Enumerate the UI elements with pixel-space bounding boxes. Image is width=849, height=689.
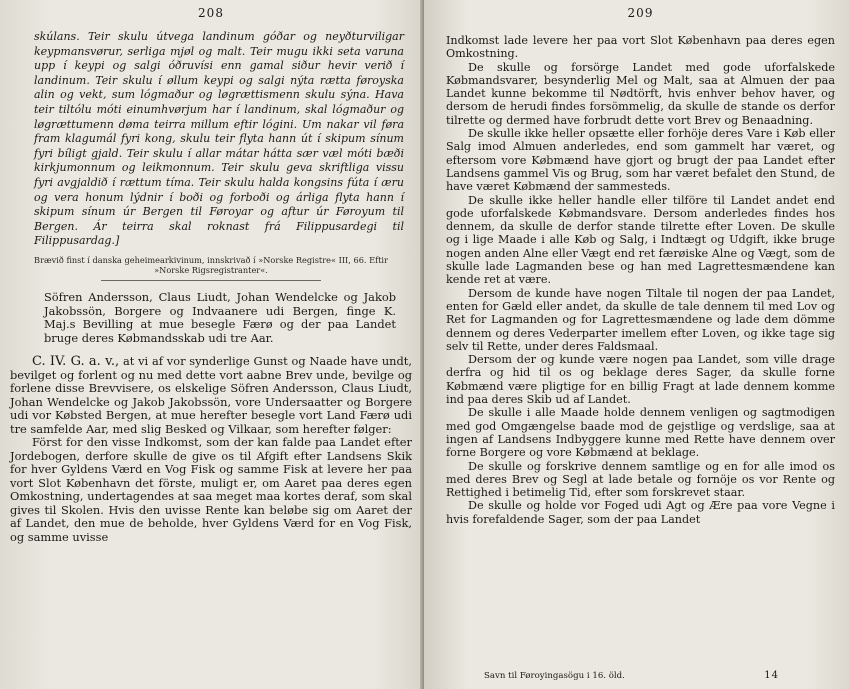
document-heading-paragraph: Söfren Andersson, Claus Liudt, Johan Wendelcke og Jakob Jakobssön, Borgere og Indvaanere udi Bergen, finge K. Maj.s Bevilling at mue besegle Færø og der paa Landet bruge deres Købmandsskab udi tre Aar. [44,289,396,345]
footer-signature-mark: 14 [764,670,779,681]
right-paragraph: Indkomst lade levere her paa vort Slot København paa deres egen Omkostning. [446,34,835,61]
right-paragraph: Dersom de kunde have nogen Tiltale til nogen der paa Landet, enten for Gæld eller andet, da skulle de tale dennem til med Lov og Ret for Lagmanden og for Lagrettesmændene og lade dem dömme dennem og deres Vederparter imellem efter Loven, og ikke tage sig selv til Rette, under deres Faldsmaal. [446,286,835,353]
faroese-summary-paragraph: skúlans. Teir skulu útvega landinum góðar og neyðturviligar keypmansvørur, serliga mjøl og malt. Teir mugu ikki seta varuna upp í keypi og salgi óðruvísi enn gamal siður hevir verið í landinum. Teir skulu í øllum keypi og salgi nýta rætta føroyska alin og vekt, sum lógmaður og løgrættismenn skulu sýna. Hava teir tiltólu móti einumhvørjum har í landinum, skal lógmaður og løgrættumenn døma teirra millum eftir lógini. Um nakar vil føra fram klagumál fyri kong, skulu teir flyta hann út í skipum sínum fyri bíligt gjald. Teir skulu í allar mátar hátta sær væl móti bæði kirkjumonnum og leikmonnum. Teir skulu geva skriftliga vissu fyri avgjaldið í rættum tíma. Teir skulu halda kongsins fúta í æru og vera honum lýdnir í boði og forboði og árliga flyta hann í skipum sínum úr Bergen til Føroyar og aftur úr Føroyum til Bergen. Ár teirra skal roknast frá Filippusardegi til Filippusardag.] [34,30,404,248]
page-number-right: 209 [627,6,654,20]
right-paragraph: De skulle i alle Maade holde dennem venligen og sagtmodigen med god Omgængelse baade mod de gejstlige og verdslige, saa at ingen af Landsens Indbyggere kunne med Rette have dennem over forne Borgere og vore Købmænd at beklage. [446,406,835,460]
right-paragraph: De skulle og forsörge Landet med gode uforfalskede Købmandsvarer, besynderlig Mel og Malt, saa at Almuen der paa Landet kunne bekomme til Nødtörft, hvis enhver behov haver, og dersom de herudi findes forsömmelig, da skulle de stande os derfor tilrette og dermed have forbrudt dette vort Brev og Benaadning. [446,60,835,127]
left-page [0,0,424,689]
right-paragraph: De skulle ikke heller opsætte eller forhöje deres Vare i Køb eller Salg imod Almuen anderledes, end som gammelt har været, og eftersom vore Købmænd have gjort og brugt der paa Landet efter Landsens gammel Vis og Brug, som har været befalet den Stund, de have været Købmænd der sammesteds. [446,127,835,194]
charter-opening-paragraph [10,355,412,436]
right-paragraph: De skulle ikke heller handle eller tilföre til Landet andet end gode uforfalskede Købmandsvare. Dersom anderledes findes hos dennem, da skulle de derfor stande tilrette efter Loven. De skulle og i lige Maade i alle Køb og Salg, i Indtægt og Udgift, ikke bruge nogen anden Alne eller Vægt end ret færøiske Alne og Vægt, som de skulle lade Lagmanden bese og han med Lagrettesmændene kan kende ret at være. [446,193,835,287]
page-number-left: 208 [198,6,224,20]
footer-book-title: Savn til Føroyingasögu i 16. öld. [484,671,625,681]
right-paragraph: De skulle og holde vor Foged udi Agt og Ære paa vore Vegne i hvis forefaldende Sager, som der paa Landet [446,499,835,526]
charter-opening-text: at vi af vor synderlige Gunst og Naade have undt, bevilget og forlent og nu med dette vort aabne Brev unde, bevilge og forlene disse Brevvisere, os elskelige Söfren Andersson, Claus Liudt, Johan Wendelcke og Jakob Jakobssön, vore Undersaatter og Borgere udi vor Købsted Bergen, at mue herefter besegle vort Land Færø udi tre samfelde Aar, med slig Besked og Vilkaar, som herefter følger: [10,354,413,436]
charter-opening-lead: C. IV. G. a. v., [32,354,120,370]
right-page-text [446,34,835,526]
right-paragraph: De skulle og forskrive dennem samtlige og en for alle imod os med deres Brev og Segl at lade betale og fornöje os vor Rente og Rettighed i betimelig Tid, efter som forskrevet staar. [446,459,835,500]
right-paragraph: Dersom der og kunde være nogen paa Landet, som ville drage derfra og hid til os og beklage deres Sager, da skulle forne Købmænd være pligtige for en billig Fragt at lade dennem komme ind paa deres Skib ud af Landet. [446,353,835,407]
source-footnote: Brævið finst í danska geheimearkivinum, innskrivað í »Norske Registre« III, 66. Eftir »Norske Rigsregistranter«. [34,254,388,275]
right-page [424,0,849,689]
divider-rule [101,280,321,281]
page-footer [484,671,819,681]
first-condition-paragraph: Först for den visse Indkomst, som der kan falde paa Landet efter Jordebogen, derfore skulle de give os til Afgift efter Landsens Skik for hver Gyldens Værd en Vog Fisk og samme Fisk at levere her paa vort Slot København det förste, muligt er, om Aaret paa deres egen Omkostning, undertagendes at saa meget maa kortes deraf, som skal gives til Skolen. Hvis den uvisse Rente kan beløbe sig om Aaret der af Landet, den mue de beholde, hver Gyldens Værd for en Vog Fisk, og samme uvisse [10,435,412,544]
